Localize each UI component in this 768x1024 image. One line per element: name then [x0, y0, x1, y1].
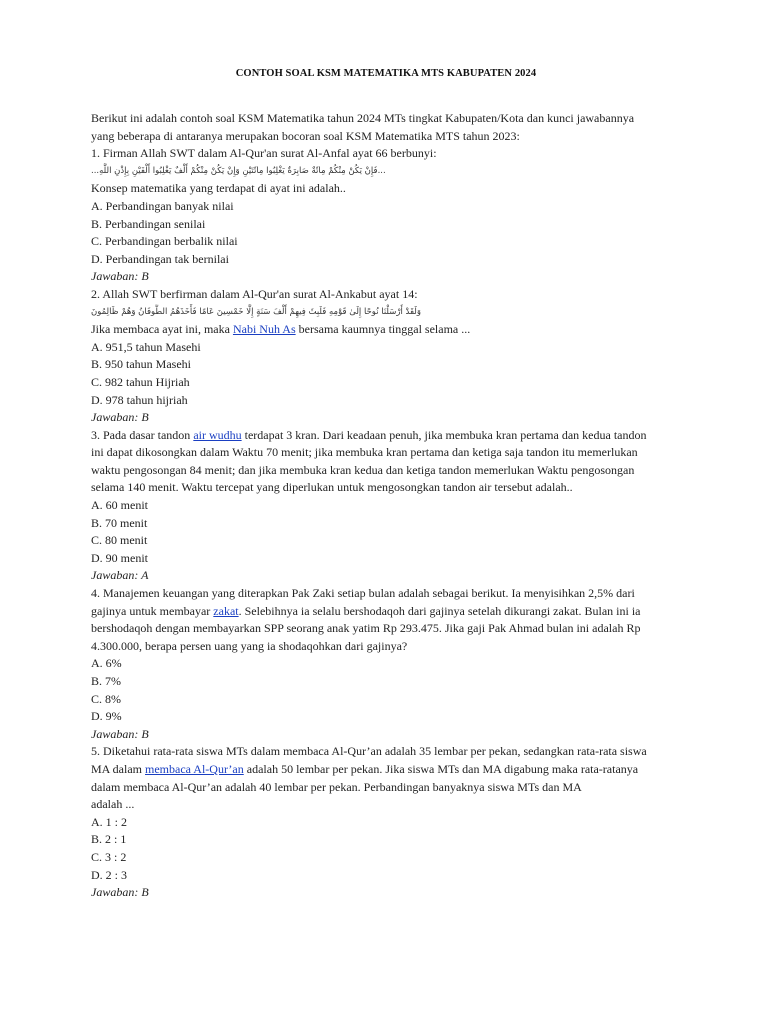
q5-option-c: C. 3 : 2: [91, 849, 127, 864]
q3-line-1: [91, 427, 681, 445]
q4-line-2-before: gajinya untuk membayar: [91, 603, 214, 618]
q2-option-a: A. 951,5 tahun Masehi: [91, 339, 201, 354]
q5-line-2: [91, 761, 681, 779]
q3-line-2: ini dapat dikosongkan dalam Waktu 70 menit; jika membuka kran pertama dan ketiga saja tandon itu memerlukan: [91, 445, 638, 460]
q4-line-1: 4. Manajemen keuangan yang diterapkan Pak Zaki setiap bulan adalah sebagai berikut. Ia menyisihkan 2,5% dari: [91, 586, 635, 601]
q5-line-2-after: adalah 50 lembar per pekan. Jika siswa MTs dan MA digabung maka rata-ratanya: [243, 761, 639, 776]
link-zakat[interactable]: zakat: [213, 603, 239, 618]
q2-question: 2. Allah SWT berfirman dalam Al-Qur'an surat Al-Ankabut ayat 14:: [91, 286, 418, 301]
link-membaca-al-quran[interactable]: membaca Al-Qur’an: [145, 761, 244, 776]
q5-option-d: D. 2 : 3: [91, 867, 127, 882]
q4-answer: Jawaban: B: [91, 726, 149, 741]
q3-option-b: B. 70 menit: [91, 515, 148, 530]
q4-option-a: A. 6%: [91, 656, 122, 671]
q2-arabic-verse: وَلَقَدْ أَرْسَلْنَا نُوحًا إِلَىٰ قَوْمِهِ فَلَبِثَ فِيهِمْ أَلْفَ سَنَةٍ إِلَّا خَمْسِينَ عَامًا فَأَخَذَهُمُ الطُّوفَانُ وَهُمْ ظَالِمُونَ: [91, 306, 421, 317]
q3-option-c: C. 80 menit: [91, 533, 148, 548]
q4-option-d: D. 9%: [91, 709, 122, 724]
link-nabi-nuh[interactable]: Nabi Nuh As: [232, 322, 296, 337]
q2-prompt-before: Jika membaca ayat ini, maka: [91, 322, 233, 337]
q4-line-3: bershodaqoh dengan membayarkan SPP seorang anak yatim Rp 293.475. Jika gaji Pak Ahmad bulan ini adalah Rp: [91, 621, 641, 636]
q5-answer: Jawaban: B: [91, 885, 149, 900]
q4-line-4: 4.300.000, berapa persen uang yang ia shodaqohkan dari gajinya?: [91, 638, 408, 653]
q5-option-a: A. 1 : 2: [91, 814, 127, 829]
q3-option-d: D. 90 menit: [91, 550, 148, 565]
q2-option-b: B. 950 tahun Masehi: [91, 357, 191, 372]
q5-line-4: adalah ...: [91, 797, 135, 812]
q5-option-b: B. 2 : 1: [91, 832, 127, 847]
q3-answer: Jawaban: A: [91, 568, 149, 583]
q2-option-d: D. 978 tahun hijriah: [91, 392, 188, 407]
q1-arabic-verse: ...فَإِنْ يَكُنْ مِنْكُمْ مِائَةٌ صَابِرَةٌ يَغْلِبُوا مِائَتَيْنِ وَإِنْ يَكُنْ مِنْكُمْ أَلْفٌ يَغْلِبُوا أَلْفَيْنِ بِإِذْنِ اللَّهِ...: [91, 165, 386, 176]
q5-line-3: dalam membaca Al-Qur’an adalah 40 lembar per pekan. Perbandingan banyaknya siswa MTs dan MA: [91, 779, 582, 794]
q1-option-b: B. Perbandingan senilai: [91, 216, 206, 231]
q4-option-c: C. 8%: [91, 691, 121, 706]
q4-line-2: [91, 603, 681, 621]
intro-line-2: yang beberapa di antaranya merupakan bocoran soal KSM Matematika MTS tahun 2023:: [91, 128, 520, 143]
q2-answer: Jawaban: B: [91, 410, 149, 425]
q3-line-1-after: terdapat 3 kran. Dari keadaan penuh, jika membuka kran pertama dan kedua tandon: [241, 427, 647, 442]
q1-option-d: D. Perbandingan tak bernilai: [91, 251, 229, 266]
q2-option-c: C. 982 tahun Hijriah: [91, 374, 190, 389]
q5-line-1: 5. Diketahui rata-rata siswa MTs dalam membaca Al-Qur’an adalah 35 lembar per pekan, sedangkan rata-rata siswa: [91, 744, 647, 759]
q1-option-c: C. Perbandingan berbalik nilai: [91, 234, 238, 249]
q1-question: 1. Firman Allah SWT dalam Al-Qur'an surat Al-Anfal ayat 66 berbunyi:: [91, 146, 437, 161]
q5-line-2-before: MA dalam: [91, 761, 145, 776]
intro-line-1: Berikut ini adalah contoh soal KSM Matematika tahun 2024 MTs tingkat Kabupaten/Kota dan kunci jawabannya: [91, 111, 635, 125]
q1-option-a: A. Perbandingan banyak nilai: [91, 198, 234, 213]
document-title: CONTOH SOAL KSM MATEMATIKA MTS KABUPATEN 2024: [235, 68, 537, 79]
q3-line-1-before: 3. Pada dasar tandon: [91, 427, 194, 442]
link-air-wudhu[interactable]: air wudhu: [193, 427, 242, 442]
q4-line-2-after: . Selebihnya ia selalu bershodaqoh dari gajinya setelah dikurangi zakat. Bulan ini ia: [238, 603, 641, 618]
q3-line-3: waktu pengosongan 84 menit; dan jika membuka kran kedua dan ketiga tandon memerlukan Waktu pengosongan: [91, 462, 635, 477]
q3-line-4: selama 140 menit. Waktu tercepat yang diperlukan untuk mengosongkan tandon air tersebut adalah..: [91, 480, 573, 495]
q2-prompt-after: bersama kaumnya tinggal selama ...: [295, 322, 471, 337]
q1-answer: Jawaban: B: [91, 269, 149, 284]
document-body: [91, 110, 681, 902]
q2-prompt: [91, 321, 681, 339]
q1-prompt: Konsep matematika yang terdapat di ayat ini adalah..: [91, 181, 346, 196]
q4-option-b: B. 7%: [91, 674, 121, 688]
q3-option-a: A. 60 menit: [91, 498, 148, 513]
